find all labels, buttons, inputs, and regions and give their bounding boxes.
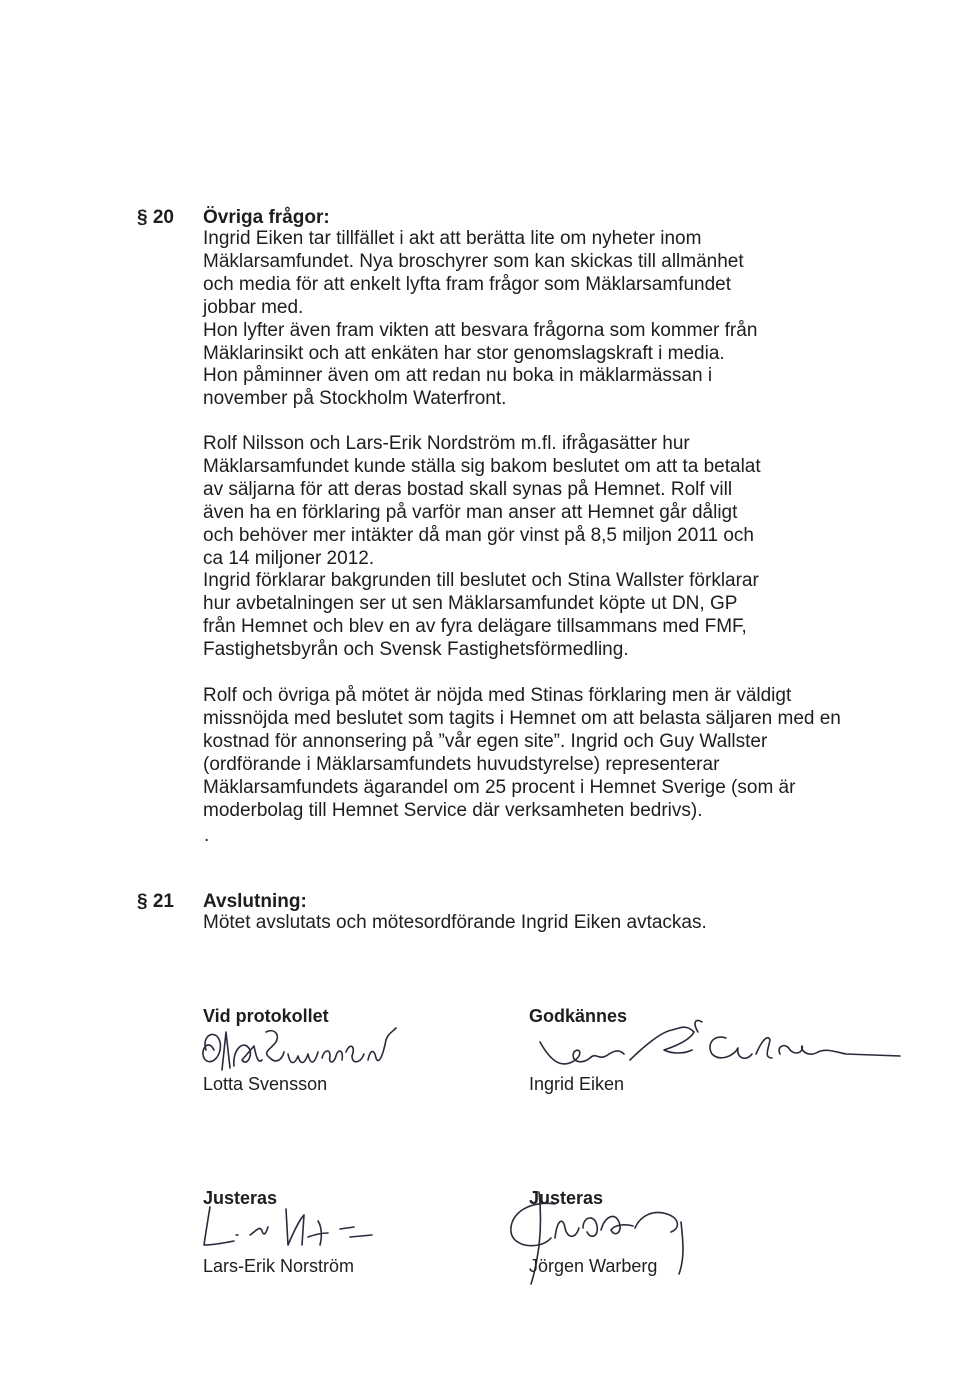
signature-name-norstrom: Lars-Erik Norström xyxy=(203,1256,355,1276)
text-line: ca 14 miljoner 2012. xyxy=(203,547,375,569)
signature-heading: Godkännes xyxy=(529,1006,628,1026)
text-line: av säljarna för att deras bostad skall synas på Hemnet. Rolf vill xyxy=(203,478,733,500)
text-line: hur avbetalningen ser ut sen Mäklarsamfundet köpte ut DN, GP xyxy=(203,593,738,615)
signature-heading: Vid protokollet xyxy=(203,1006,329,1026)
stray-mark: . xyxy=(204,825,210,846)
text-line: Mäklarsamfundets ägarandel om 25 procent i Hemnet Sverige (som är xyxy=(203,776,796,798)
text-line: och media för att enkelt lyfta fram frågor som Mäklarsamfundet xyxy=(203,273,731,295)
section-21-text xyxy=(203,912,923,935)
section-21-title: Avslutning: xyxy=(203,891,307,912)
text-line: Mäklarinsikt och att enkäten har stor genomslagskraft i media. xyxy=(203,342,725,364)
signature-name-svensson: Lotta Svensson xyxy=(203,1074,328,1094)
section-20-paragraph-1 xyxy=(203,228,923,411)
text-line: och behöver mer intäkter då man gör vinst på 8,5 miljon 2011 och xyxy=(203,524,754,546)
section-21-number: § 21 xyxy=(137,891,174,912)
text-line: Mötet avslutats och mötesordförande Ingrid Eiken avtackas. xyxy=(203,912,707,933)
text-line: Hon påminner även om att redan nu boka in mäklarmässan i xyxy=(203,365,713,387)
text-line: jobbar med. xyxy=(203,296,304,318)
handwritten-signature-norstrom xyxy=(190,1195,400,1255)
signature-heading: Justeras xyxy=(203,1188,278,1208)
text-line: Mäklarsamfundet. Nya broschyrer som kan skickas till allmänhet xyxy=(203,250,744,272)
text-line: Ingrid Eiken tar tillfället i akt att berätta lite om nyheter inom xyxy=(203,228,702,249)
text-line: Ingrid förklarar bakgrunden till beslutet och Stina Wallster förklarar xyxy=(203,570,759,592)
text-line: Rolf Nilsson och Lars-Erik Nordström m.fl. ifrågasätter hur xyxy=(203,433,690,454)
text-line: (ordförande i Mäklarsamfundets huvudstyrelse) representerar xyxy=(203,753,720,775)
text-line: november på Stockholm Waterfront. xyxy=(203,388,507,410)
text-line: Rolf och övriga på mötet är nöjda med Stinas förklaring men är väldigt xyxy=(203,685,792,706)
section-20-number: § 20 xyxy=(137,207,174,228)
text-line: missnöjda med beslutet som tagits i Hemnet om att belasta säljaren med en xyxy=(203,707,841,729)
handwritten-signature-svensson xyxy=(196,1020,406,1080)
text-line: även ha en förklaring på varför man anser att Hemnet går dåligt xyxy=(203,501,738,523)
signature-name-warberg: Jörgen Warberg xyxy=(529,1256,658,1276)
text-line: från Hemnet och blev en av fyra delägare tillsammans med FMF, xyxy=(203,616,747,638)
text-line: Mäklarsamfundet kunde ställa sig bakom beslutet om att ta betalat xyxy=(203,455,761,477)
text-line: Hon lyfter även fram vikten att besvara frågorna som kommer från xyxy=(203,319,758,341)
text-line: kostnad för annonsering på ”vår egen site”. Ingrid och Guy Wallster xyxy=(203,730,768,752)
section-20-title: Övriga frågor: xyxy=(203,207,330,228)
section-20-paragraph-2 xyxy=(203,433,923,662)
text-line: moderbolag till Hemnet Service där verksamheten bedrivs). xyxy=(203,799,703,821)
signature-heading: Justeras xyxy=(529,1188,604,1208)
section-20-paragraph-3 xyxy=(203,685,923,822)
text-line: Fastighetsbyrån och Svensk Fastighetsförmedling. xyxy=(203,639,629,661)
signature-name-eiken: Ingrid Eiken xyxy=(529,1074,625,1094)
